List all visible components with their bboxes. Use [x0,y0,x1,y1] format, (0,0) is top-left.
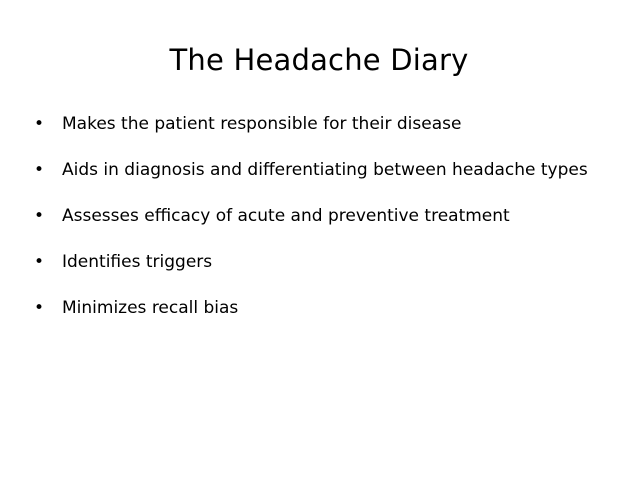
bullet-item [34,158,614,182]
bullet-text: Makes the patient responsible for their disease [62,114,462,134]
bullet-icon: • [34,114,45,134]
slide-title: The Headache Diary [169,43,469,77]
bullet-item [34,204,614,228]
bullet-text: Minimizes recall bias [62,298,239,318]
bullet-item [34,296,614,320]
bullet-icon: • [34,298,45,318]
bullet-item [34,250,614,274]
bullet-text: Aids in diagnosis and differentiating between headache types [62,160,588,180]
bullet-text: Identifies triggers [62,252,213,272]
bullet-text: Assesses efficacy of acute and preventive treatment [62,206,510,226]
bullet-icon: • [34,206,45,226]
bullet-icon: • [34,160,45,180]
bullet-icon: • [34,252,45,272]
bullet-list [34,112,614,342]
bullet-item [34,112,614,136]
